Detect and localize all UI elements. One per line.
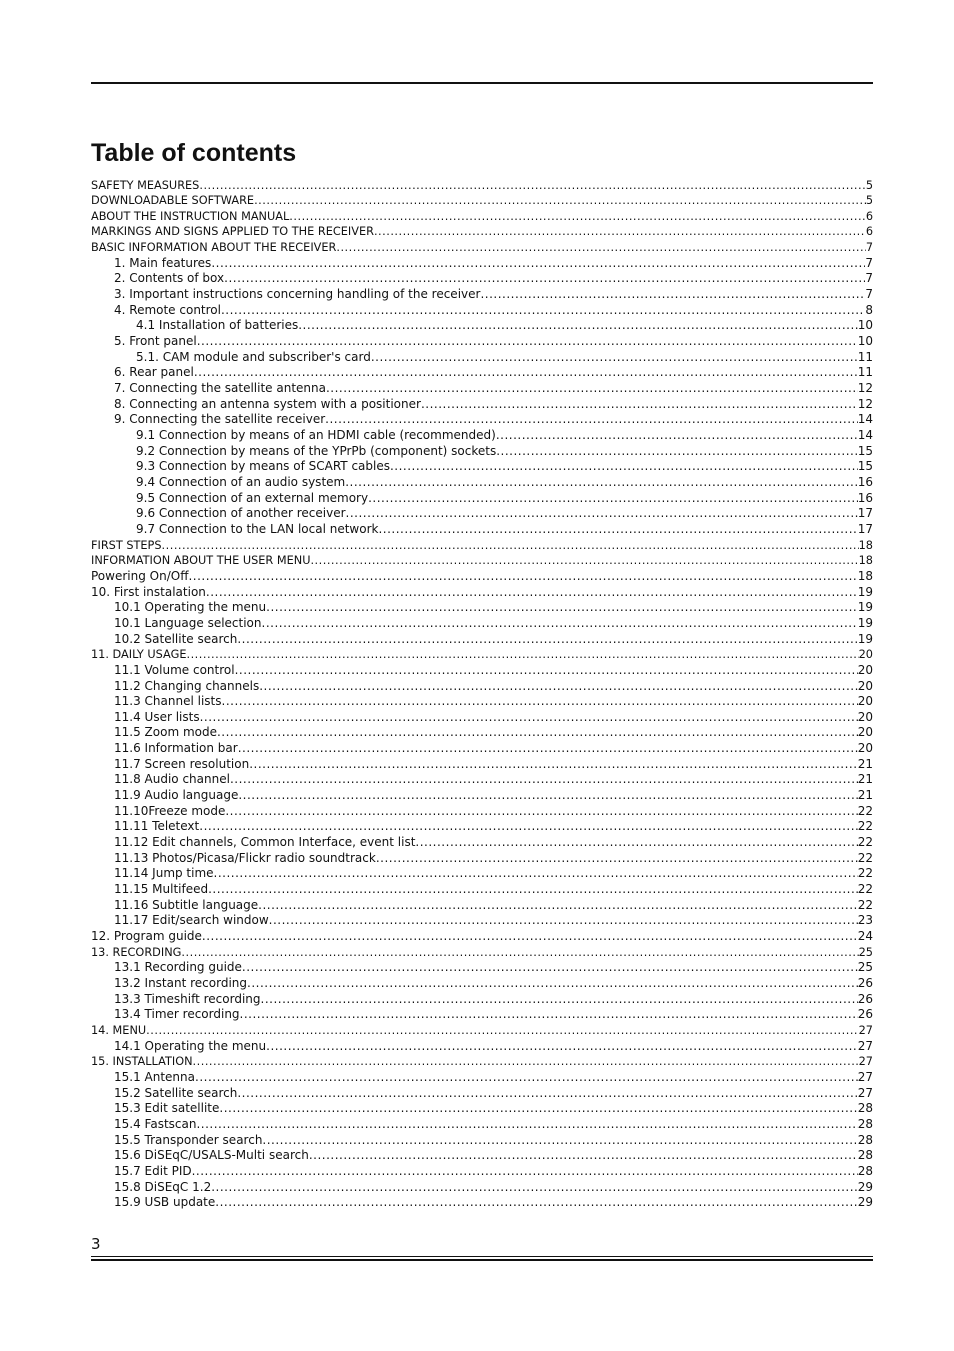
toc-entry[interactable] (91, 929, 873, 945)
toc-entry[interactable] (91, 616, 873, 632)
toc-entry-label: 11.6 Information bar (114, 741, 238, 756)
toc-entry-page: 11 (857, 365, 873, 380)
toc-entry[interactable] (91, 256, 873, 272)
toc-entry-page: 22 (857, 803, 873, 818)
toc-entry-page: 25 (857, 960, 873, 975)
toc-entry-page: 20 (857, 694, 873, 709)
footer-rule-double (91, 1259, 873, 1261)
toc-dot-leader (146, 1023, 858, 1039)
toc-entry-page: 22 (857, 835, 873, 850)
toc-entry-page: 27 (858, 1023, 873, 1037)
toc-dot-leader (214, 866, 858, 882)
toc-entry-page: 22 (857, 850, 873, 865)
toc-dot-leader (162, 538, 859, 554)
toc-entry[interactable] (91, 1039, 873, 1055)
toc-dot-leader (326, 381, 858, 397)
toc-entry[interactable] (91, 804, 873, 820)
toc-dot-leader (496, 444, 858, 460)
toc-entry-label: 13.2 Instant recording (114, 975, 248, 990)
toc-dot-leader (309, 1148, 858, 1164)
toc-entry-label: 11.1 Volume control (114, 662, 235, 677)
toc-entry-page: 8 (865, 302, 873, 317)
toc-entry-label: 9.5 Connection of an external memory (136, 490, 369, 505)
toc-entry-label: 15.4 Fastscan (114, 1116, 197, 1131)
toc-entry-label: 15.9 USB update (114, 1195, 216, 1210)
toc-entry-page: 27 (857, 1038, 873, 1053)
toc-entry-page: 20 (858, 648, 873, 662)
footer-rule (91, 1256, 873, 1257)
toc-entry[interactable] (91, 1023, 873, 1039)
toc-entry-page: 19 (857, 600, 873, 615)
toc-dot-leader (188, 569, 857, 585)
toc-dot-leader (222, 694, 858, 710)
toc-dot-leader (199, 819, 857, 835)
toc-dot-leader (219, 1101, 857, 1117)
toc-entry-page: 12 (857, 396, 873, 411)
toc-entry[interactable] (91, 412, 873, 428)
toc-entry-page: 21 (857, 756, 873, 771)
toc-dot-leader (197, 334, 858, 350)
toc-entry[interactable] (91, 553, 873, 569)
toc-dot-leader (269, 913, 858, 929)
toc-entry[interactable] (91, 585, 873, 601)
toc-entry-page: 21 (857, 772, 873, 787)
toc-entry-page: 19 (857, 631, 873, 646)
toc-entry-label: MARKINGS AND SIGNS APPLIED TO THE RECEIVER (91, 225, 374, 239)
toc-entry[interactable] (91, 1101, 873, 1117)
toc-entry[interactable] (91, 725, 873, 741)
toc-entry[interactable] (91, 600, 873, 616)
toc-entry[interactable] (91, 444, 873, 460)
toc-dot-leader (345, 475, 858, 491)
toc-dot-leader (208, 882, 858, 898)
toc-entry-label: 11.17 Edit/search window (114, 913, 269, 928)
toc-entry-label: 10. First instalation (91, 584, 206, 599)
toc-entry[interactable] (91, 1086, 873, 1102)
toc-entry-page: 18 (858, 538, 873, 552)
toc-dot-leader (202, 929, 858, 945)
toc-entry-label: 11.15 Multifeed (114, 882, 209, 897)
toc-entry[interactable] (91, 209, 873, 225)
toc-dot-leader (266, 600, 858, 616)
toc-entry[interactable] (91, 1148, 873, 1164)
toc-dot-leader (194, 365, 858, 381)
toc-entry-label: 13.3 Timeshift recording (114, 991, 261, 1006)
toc-entry-page: 12 (857, 381, 873, 396)
toc-entry-label: 9.4 Connection of an audio system (136, 474, 346, 489)
toc-entry[interactable] (91, 976, 873, 992)
toc-dot-leader (249, 757, 858, 773)
toc-entry[interactable] (91, 1054, 873, 1070)
toc-entry[interactable] (91, 960, 873, 976)
toc-dot-leader (186, 647, 858, 663)
toc-dot-leader (378, 522, 857, 538)
toc-dot-leader (415, 835, 857, 851)
toc-entry-page: 20 (857, 662, 873, 677)
toc-dot-leader (211, 256, 865, 272)
toc-entry[interactable] (91, 1180, 873, 1196)
toc-entry-page: 15 (857, 459, 873, 474)
toc-entry[interactable] (91, 647, 873, 663)
toc-entry-page: 22 (857, 819, 873, 834)
toc-entry-page: 14 (857, 428, 873, 442)
toc-dot-leader (221, 303, 865, 319)
toc-entry-label: ABOUT THE INSTRUCTION MANUAL (91, 209, 290, 223)
toc-dot-leader (371, 350, 858, 366)
toc-entry[interactable] (91, 835, 873, 851)
toc-entry[interactable] (91, 538, 873, 554)
toc-entry[interactable] (91, 1133, 873, 1149)
toc-entry[interactable] (91, 459, 873, 475)
toc-entry-label: 11.13 Photos/Picasa/Flickr radio soundtrack (114, 850, 376, 865)
toc-entry-page: 18 (857, 568, 873, 583)
toc-entry-label: 9. Connecting the satellite receiver (114, 412, 326, 427)
toc-entry[interactable] (91, 819, 873, 835)
toc-entry-page: 22 (857, 882, 873, 897)
toc-dot-leader (298, 318, 857, 334)
toc-entry-label: 8. Connecting an antenna system with a positioner (114, 396, 421, 411)
toc-entry-label: 11.12 Edit channels, Common Interface, event list (114, 835, 416, 850)
toc-entry-label: Powering On/Off (91, 568, 189, 583)
toc-dot-leader (196, 1117, 857, 1133)
toc-entry-page: 20 (857, 725, 873, 740)
toc-entry-page: 20 (857, 741, 873, 756)
toc-entry[interactable] (91, 271, 873, 287)
toc-entry-label: 11.11 Teletext (114, 819, 200, 834)
toc-entry-page: 7 (865, 255, 873, 270)
toc-entry-label: FIRST STEPS (91, 538, 162, 552)
toc-dot-leader (238, 741, 858, 757)
toc-entry[interactable] (91, 381, 873, 397)
toc-dot-leader (247, 976, 858, 992)
toc-entry[interactable] (91, 491, 873, 507)
toc-dot-leader (181, 945, 858, 961)
toc-entry-label: 12. Program guide (91, 929, 202, 943)
toc-entry[interactable] (91, 710, 873, 726)
toc-entry[interactable] (91, 788, 873, 804)
toc-entry-page: 19 (857, 615, 873, 630)
toc-entry[interactable] (91, 475, 873, 491)
toc-entry-label: BASIC INFORMATION ABOUT THE RECEIVER (91, 241, 337, 255)
toc-entry-page: 5 (865, 178, 873, 192)
toc-dot-leader (258, 898, 858, 914)
toc-entry-label: 14.1 Operating the menu (114, 1038, 267, 1053)
toc-dot-leader (242, 960, 858, 976)
toc-entry-label: 15.6 DiSEqC/USALS-Multi search (114, 1148, 309, 1163)
toc-dot-leader (235, 663, 858, 679)
toc-dot-leader (193, 1054, 859, 1070)
toc-entry-label: 9.2 Connection by means of the YPrPb (component) sockets (136, 443, 497, 458)
toc-dot-leader (480, 287, 865, 303)
toc-dot-leader (240, 1007, 858, 1023)
toc-entry[interactable] (91, 365, 873, 381)
toc-entry-label: 15.1 Antenna (114, 1069, 195, 1084)
toc-dot-leader (199, 178, 865, 194)
toc-entry-label: 15. INSTALLATION (91, 1055, 193, 1069)
toc-entry-label: 15.5 Transponder search (114, 1132, 263, 1147)
toc-entry[interactable] (91, 178, 873, 194)
toc-entry[interactable] (91, 992, 873, 1008)
toc-entry-label: SAFETY MEASURES (91, 178, 200, 192)
toc-entry[interactable] (91, 1117, 873, 1133)
toc-entry-page: 27 (858, 1055, 873, 1069)
toc-entry-label: 13. RECORDING (91, 945, 182, 959)
toc-entry[interactable] (91, 913, 873, 929)
toc-entry-label: 7. Connecting the satellite antenna (114, 381, 326, 396)
toc-dot-leader (325, 412, 858, 428)
toc-entry-label: 13.1 Recording guide (114, 960, 242, 975)
toc-entry-page: 28 (857, 1163, 873, 1178)
toc-entry-label: 11.7 Screen resolution (114, 756, 250, 771)
toc-dot-leader (238, 788, 857, 804)
toc-entry-page: 20 (857, 678, 873, 693)
toc-dot-leader (346, 506, 858, 522)
toc-entry[interactable] (91, 1007, 873, 1023)
toc-entry[interactable] (91, 679, 873, 695)
toc-entry-label: 1. Main features (114, 255, 212, 270)
toc-entry-page: 10 (857, 334, 873, 349)
toc-entry[interactable] (91, 224, 873, 240)
toc-entry-page: 7 (865, 241, 873, 255)
page-title: Table of contents (91, 139, 297, 167)
toc-dot-leader (211, 1180, 858, 1196)
toc-entry-label: 9.3 Connection by means of SCART cables (136, 459, 390, 474)
toc-entry-label: 11.16 Subtitle language (114, 897, 259, 912)
toc-entry-page: 28 (857, 1101, 873, 1116)
toc-entry-label: 11.10Freeze mode (114, 803, 226, 818)
toc-entry-label: 11.5 Zoom mode (114, 725, 217, 740)
toc-entry-page: 21 (857, 788, 873, 803)
toc-entry-label: 9.6 Connection of another receiver (136, 506, 346, 521)
toc-dot-leader (259, 679, 858, 695)
toc-entry[interactable] (91, 741, 873, 757)
toc-entry-page: 7 (865, 271, 873, 286)
toc-entry[interactable] (91, 882, 873, 898)
toc-dot-leader (225, 804, 857, 820)
toc-entry-label: 5. Front panel (114, 334, 197, 349)
toc-dot-leader (192, 1164, 858, 1180)
toc-entry-page: 16 (857, 474, 873, 489)
toc-dot-leader (224, 271, 865, 287)
toc-entry-label: 15.2 Satellite search (114, 1085, 238, 1100)
toc-entry-page: 15 (857, 443, 873, 458)
toc-entry-page: 22 (857, 866, 873, 881)
toc-entry-page: 25 (858, 945, 873, 959)
toc-dot-leader (195, 1070, 858, 1086)
toc-entry-label: 15.7 Edit PID (114, 1163, 192, 1178)
toc-entry-page: 29 (857, 1179, 873, 1194)
toc-dot-leader (421, 397, 858, 413)
toc-entry-page: 6 (865, 209, 873, 223)
toc-entry[interactable] (91, 694, 873, 710)
toc-entry[interactable] (91, 287, 873, 303)
toc-entry-page: 27 (857, 1085, 873, 1100)
toc-entry-page: 24 (857, 929, 873, 943)
toc-entry[interactable] (91, 945, 873, 961)
toc-entry-page: 28 (857, 1148, 873, 1163)
toc-entry-page: 11 (857, 349, 873, 364)
toc-entry-label: 4.1 Installation of batteries (136, 318, 299, 333)
toc-entry[interactable] (91, 428, 873, 444)
toc-entry[interactable] (91, 866, 873, 882)
toc-entry[interactable] (91, 757, 873, 773)
toc-entry-page: 19 (857, 584, 873, 599)
toc-entry-label: DOWNLOADABLE SOFTWARE (91, 194, 255, 208)
toc-entry-label: 11.3 Channel lists (114, 694, 222, 709)
toc-entry[interactable] (91, 663, 873, 679)
toc-entry-label: 9.7 Connection to the LAN local network (136, 521, 379, 536)
toc-entry-label: 5.1. CAM module and subscriber's card (136, 349, 371, 364)
toc-entry-label: 11.9 Audio language (114, 788, 239, 803)
toc-entry-page: 26 (857, 1007, 873, 1022)
toc-entry[interactable] (91, 350, 873, 366)
toc-dot-leader (215, 1195, 857, 1211)
toc-entry[interactable] (91, 1195, 873, 1211)
toc-dot-leader (217, 725, 858, 741)
toc-entry-page: 26 (857, 991, 873, 1006)
toc-entry[interactable] (91, 851, 873, 867)
toc-entry[interactable] (91, 397, 873, 413)
toc-dot-leader (374, 224, 866, 240)
toc-entry-page: 14 (857, 412, 873, 427)
toc-entry-page: 5 (865, 194, 873, 208)
toc-entry-page: 7 (865, 287, 873, 302)
toc-entry-label: 14. MENU (91, 1023, 147, 1037)
toc-dot-leader (230, 772, 858, 788)
toc-entry-page: 6 (865, 225, 873, 239)
toc-entry-label: 10.1 Language selection (114, 615, 262, 630)
toc-dot-leader (261, 992, 858, 1008)
toc-entry-label: 15.8 DiSEqC 1.2 (114, 1179, 212, 1194)
table-of-contents (91, 178, 873, 1211)
toc-dot-leader (262, 616, 858, 632)
toc-entry-label: 11.2 Changing channels (114, 678, 260, 693)
toc-dot-leader (390, 459, 858, 475)
toc-dot-leader (237, 1086, 857, 1102)
toc-entry[interactable] (91, 1070, 873, 1086)
page-number: 3 (91, 1235, 101, 1253)
toc-entry-label: 3. Important instructions concerning handling of the receiver (114, 287, 481, 302)
toc-entry[interactable] (91, 318, 873, 334)
toc-entry-label: 2. Contents of box (114, 271, 225, 286)
toc-entry-page: 23 (857, 913, 873, 928)
toc-entry-page: 18 (858, 554, 873, 568)
toc-dot-leader (206, 585, 858, 601)
toc-dot-leader (368, 491, 858, 507)
toc-entry[interactable] (91, 334, 873, 350)
toc-entry-page: 29 (857, 1195, 873, 1210)
toc-entry-page: 17 (857, 521, 873, 536)
toc-entry[interactable] (91, 506, 873, 522)
toc-entry-page: 16 (857, 490, 873, 505)
toc-entry-page: 27 (857, 1069, 873, 1084)
toc-entry-page: 22 (857, 897, 873, 912)
toc-entry-label: 9.1 Connection by means of an HDMI cable (recommended) (136, 428, 496, 442)
toc-dot-leader (289, 209, 866, 225)
toc-entry-page: 10 (857, 318, 873, 333)
toc-entry-label: 11. DAILY USAGE (91, 648, 187, 662)
toc-dot-leader (266, 1039, 858, 1055)
toc-dot-leader (496, 428, 858, 444)
toc-dot-leader (262, 1133, 857, 1149)
header-rule (91, 82, 873, 84)
toc-dot-leader (336, 240, 865, 256)
toc-entry[interactable] (91, 1164, 873, 1180)
toc-entry[interactable] (91, 240, 873, 256)
toc-dot-leader (237, 632, 857, 648)
toc-entry[interactable] (91, 303, 873, 319)
toc-entry-label: 11.4 User lists (114, 709, 200, 724)
toc-dot-leader (200, 710, 858, 726)
toc-entry-page: 20 (857, 709, 873, 724)
toc-entry-page: 26 (857, 975, 873, 990)
toc-entry-page: 28 (857, 1132, 873, 1147)
toc-entry[interactable] (91, 898, 873, 914)
toc-entry[interactable] (91, 569, 873, 585)
toc-entry[interactable] (91, 632, 873, 648)
toc-entry-label: 11.14 Jump time (114, 866, 214, 881)
toc-entry-label: 10.2 Satellite search (114, 631, 238, 646)
toc-dot-leader (376, 851, 858, 867)
toc-entry-label: 4. Remote control (114, 302, 221, 317)
toc-entry-label: 15.3 Edit satellite (114, 1101, 220, 1116)
toc-dot-leader (254, 193, 866, 209)
toc-entry-label: 10.1 Operating the menu (114, 600, 267, 615)
toc-dot-leader (310, 553, 858, 569)
toc-entry-label: 13.4 Timer recording (114, 1007, 240, 1022)
toc-entry-page: 17 (857, 506, 873, 521)
toc-entry-page: 28 (857, 1116, 873, 1131)
toc-entry-label: 6. Rear panel (114, 365, 194, 380)
toc-entry[interactable] (91, 193, 873, 209)
toc-entry-label: INFORMATION ABOUT THE USER MENU (91, 554, 311, 568)
toc-entry[interactable] (91, 772, 873, 788)
toc-entry-label: 11.8 Audio channel (114, 772, 230, 787)
toc-entry[interactable] (91, 522, 873, 538)
